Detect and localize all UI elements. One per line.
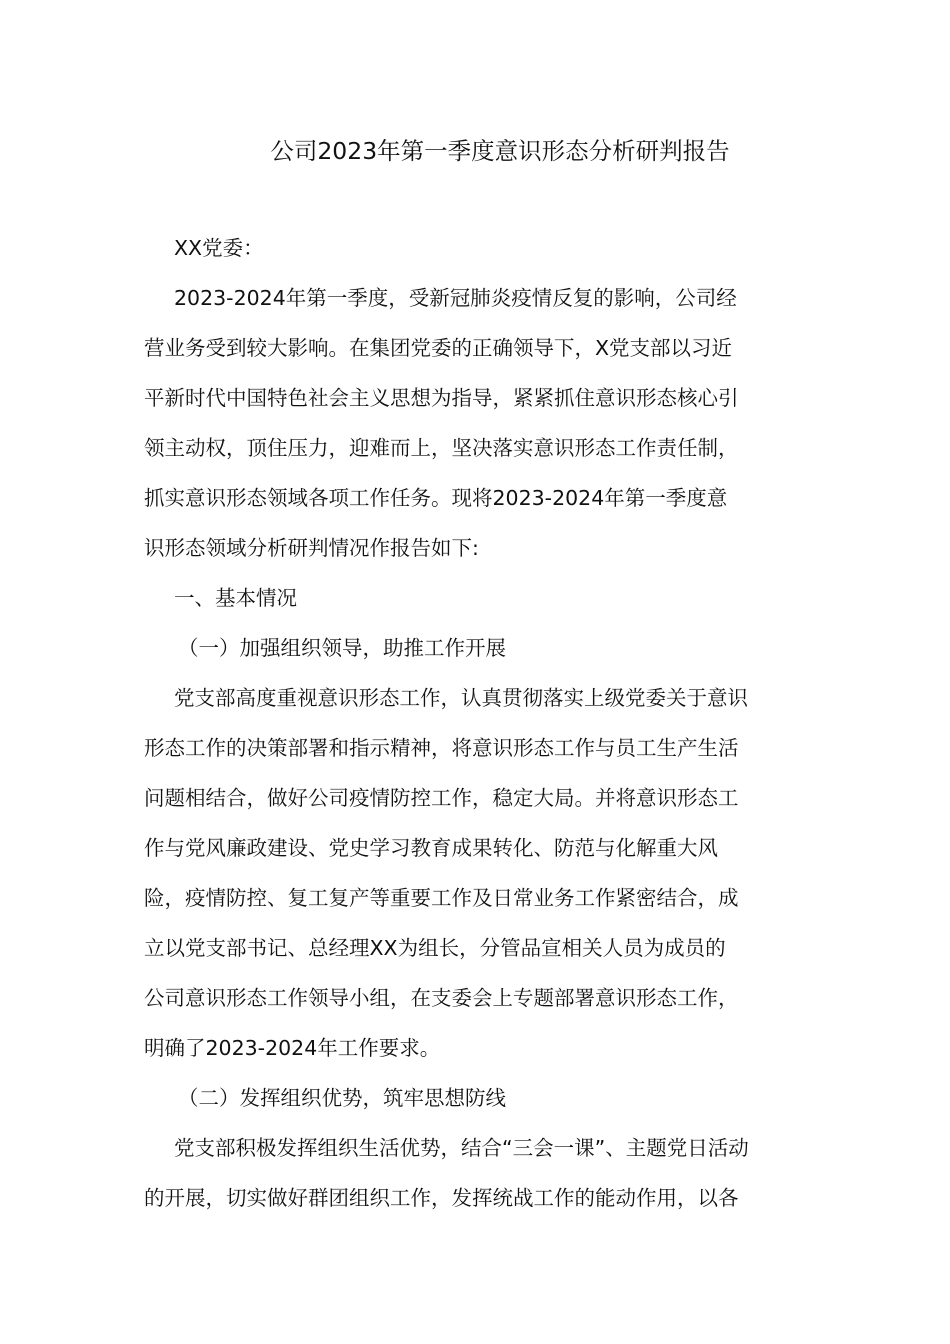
salutation: XX党委： — [174, 236, 264, 260]
document-title: 公司2023年第一季度意识形态分析研判报告 — [270, 137, 730, 165]
paragraph-line: 抓实意识形态领域各项工作任务。现将2023-2024年第一季度意 — [144, 486, 728, 510]
paragraph-line: 党支部积极发挥组织生活优势，结合“三会一课”、主题党日活动 — [174, 1136, 749, 1160]
paragraph-line: 2023-2024年第一季度，受新冠肺炎疫情反复的影响，公司经 — [174, 286, 737, 310]
document-body — [144, 223, 812, 1223]
paragraph-line: 营业务受到较大影响。在集团党委的正确领导下，X党支部以习近 — [144, 336, 733, 360]
paragraph-line: 险，疫情防控、复工复产等重要工作及日常业务工作紧密结合，成 — [144, 886, 739, 910]
subsection-heading: （二）发挥组织优势，筑牢思想防线 — [178, 1086, 506, 1110]
paragraph-line: 的开展，切实做好群团组织工作，发挥统战工作的能动作用，以各 — [144, 1186, 739, 1210]
paragraph-line: 平新时代中国特色社会主义思想为指导，紧紧抓住意识形态核心引 — [144, 386, 739, 410]
paragraph-line: 明确了2023-2024年工作要求。 — [144, 1036, 441, 1060]
paragraph-line: 识形态领域分析研判情况作报告如下: — [144, 536, 479, 560]
paragraph-line: 领主动权，顶住压力，迎难而上，坚决落实意识形态工作责任制， — [144, 436, 739, 460]
paragraph-line: 公司意识形态工作领导小组，在支委会上专题部署意识形态工作， — [144, 986, 739, 1010]
paragraph-line: 立以党支部书记、总经理XX为组长，分管品宣相关人员为成员的 — [144, 936, 726, 960]
paragraph-line: 问题相结合，做好公司疫情防控工作，稳定大局。并将意识形态工 — [144, 786, 739, 810]
section-heading: 一、基本情况 — [174, 586, 297, 610]
paragraph-line: 形态工作的决策部署和指示精神，将意识形态工作与员工生产生活 — [144, 736, 739, 760]
paragraph-line: 作与党风廉政建设、党史学习教育成果转化、防范与化解重大风 — [144, 836, 718, 860]
paragraph-line: 党支部高度重视意识形态工作，认真贯彻落实上级党委关于意识 — [174, 686, 748, 710]
subsection-heading: （一）加强组织领导，助推工作开展 — [178, 636, 506, 660]
